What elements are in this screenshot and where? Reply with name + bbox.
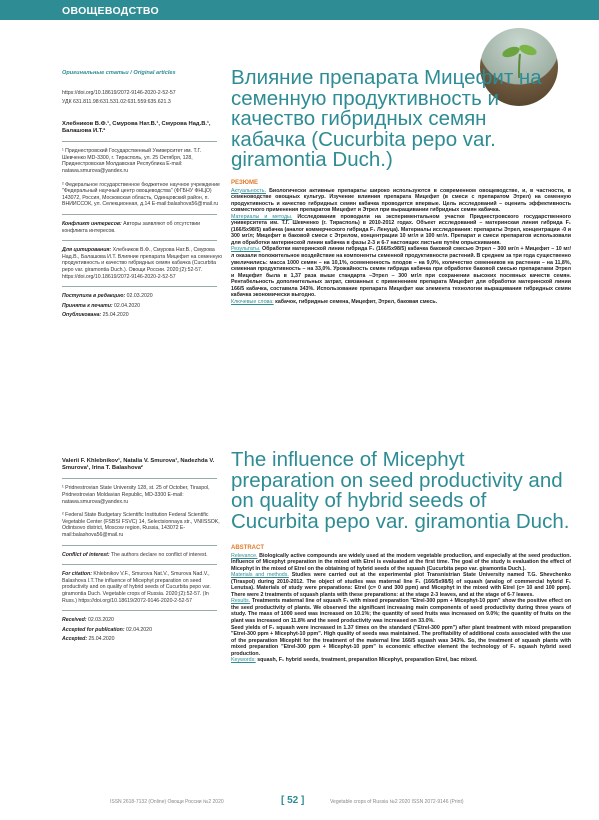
keywords-en: Keywords: squash, F₁ hybrid seeds, treatment, preparation Micephyt, preparation Etrel, bac mixed. — [231, 657, 478, 664]
divider — [62, 478, 217, 479]
title-en: The influence of Micephyt preparation on seed productivity and on quality of hybrid seeds of Cucurbita pepo var. giramontia Duch. — [231, 448, 570, 533]
title-ru: Влияние препарата Мицефит на семенную продуктивность и качество гибридных семян кабачка (Cucurbita pepo var. giramontia Duch.) — [231, 66, 542, 171]
received-ru: Поступила в редакцию: 02.03.2020 — [62, 293, 153, 300]
published-en: Accepted: 25.04.2020 — [62, 636, 115, 643]
page-number: [ 52 ] — [281, 795, 305, 806]
affiliation-2-ru: ² Федеральное государственное бюджетное научное учреждение "Федеральный научный центр овощеводства" (ФГБНУ ФНЦО) 143072, Россия, Московская область, Одинцовский район, п. ВНИИССОК, ул. Селекционная, д.14 E-mail:balashova56@mail.ru — [62, 181, 220, 208]
divider — [62, 141, 217, 142]
relevance-en: Relevance. Biologically active compounds are widely used at the modern vegetable production, and especially at the seed production. Influence of Micephyt preparation in the mixed with Etrel is evaluated at the first time. The goal of the study is evaluation the effect of Micephyt in the mixed of Etrel on the obtaining of hybrid seeds of the squash (Cucurbita pepo var. giramontia Duch.). — [231, 552, 571, 572]
abstract-heading-en: ABSTRACT — [231, 545, 264, 551]
received-en: Received: 02.03.2020 — [62, 617, 114, 624]
accepted-ru: Принята к печати: 02.04.2020 — [62, 302, 141, 309]
citation-ru: Для цитирования: Хлебников В.Ф., Смурова Нат.В., Смурова Над.В., Балашова И.Т. Влияние препарата Мицефит на семенную продуктивность и качество гибридных семян кабачка (Cucurbita pepo var. giramontia Duch.). Овощи России. 2020;(2):52-57. https://doi.org/10.18619/2072-9146-2020-2-52-57 — [62, 247, 222, 280]
citation-en: For citation: Khlebnikov V.F., Smurova Nat.V., Smurova Nad.V., Balashova I.T.The influence of Micephyt preparation on seed productivity and on quality of hybrid seeds of Cucurbita pepo var. giramontia Duch. Vegetable crops of Russia. 2020;(2):52-57. (In Russ.) https://doi.org/10.18619/2072-9146-2020-2-52-57 — [62, 571, 211, 604]
ru-meta-column — [62, 70, 224, 322]
conflict-en: Conflict of interest: The authors declare no conflict of interest. — [62, 551, 208, 558]
divider — [62, 240, 217, 241]
authors-en: Valerii F. Khlebnikov¹, Natalia V. Smurova¹, Nadezhda V. Smurova¹, Irina T. Balashova² — [62, 458, 215, 472]
results-en: Results. Treatments maternal line of squash F₁ with mixed preparation "Etrel-300 ppm + Micephyt-10 ppm" show the positive effect on the seed productivity of plants. We observed the significant increasing main components of seed productivity during three years of study. The mass of 1000 seed was increased on 10.1%; the quantity of seed fruits was increased on 9.0%; the quantity of fruits on the plant was increased on 11.8% and the seed productivity was increased on 33.0%. — [231, 598, 571, 625]
abstract-heading-ru: РЕЗЮМЕ — [231, 180, 258, 186]
keywords-ru: Ключевые слова: кабачок, гибридные семена, Мицефит, Этрел, баковая смесь. — [231, 298, 438, 305]
section-header-bar — [0, 0, 599, 20]
divider — [62, 545, 217, 546]
conflict-ru: Конфликт интересов: Авторы заявляют об отсутствии конфликта интересов. — [62, 220, 201, 234]
divider — [62, 610, 217, 611]
udc: УДК 631.811.98:631.531.02:631.559:635.621.3 — [62, 99, 171, 106]
page-footer — [0, 795, 599, 809]
affiliation-1-en: ¹ Pridnestrovian State University 128, st. 25 of October, Tiraspol, Pridnestrovian Moldavian Republic, MD-3300 E-mail: natawa.smurova@yandex.ru — [62, 485, 210, 505]
abstract-ru — [231, 180, 571, 305]
en-meta-column — [62, 458, 224, 646]
affiliation-1-ru: ¹ Приднестровский Государственный Университет им. Т.Г. Шевченко MD-3300, г. Тирасполь, ул. 25 Октября, 128, Приднестровская Молдавская Республика E-mail: natawa.smurova@yandex.ru — [62, 148, 202, 174]
affiliation-2-en: ² Federal State Budgetary Scientific Institution Federal Scientific Vegetable Center (FSBSI FSVC) 14, Selectsionnaya str., VNIISSOK, Odintsovo district, Moscow region, Russia, 143072 E-mail:balashova56@mail.ru — [62, 512, 220, 538]
relevance-ru: Актуальность. Биологически активные препараты широко используются в современном овощеводстве, и, в частности, в семеноводстве овощных культур. Изучение влияния препарата Мицефит (в смеси с препаратом Этрел) на семенную продуктивность и качество гибридных семян кабачка проводится впервые. Цель исследований – оценить эффективность совместного применения препаратов Мицефит и Этрел при выращивании гибридных семян кабачка. — [231, 187, 571, 214]
divider — [62, 286, 217, 287]
abstract-en — [231, 545, 571, 664]
accepted-en: Accepted for publication: 02.04.2020 — [62, 626, 152, 633]
footer-right: Vegetable crops of Russia №2 2020 ISSN 2072-9146 (Print) — [330, 799, 464, 805]
article-type: Оригинальные статьи / Original articles — [62, 70, 176, 76]
methods-en: Materials and methods. Studies were carried out at the experimental plot Transnistrian State University named T.G. Shevchenko (Tiraspol) during 2010-2012. The object of studies was maternal line F₁ (166/5х98/5) of squash (analog of commercial hybrid F₁ Lenutsa). Materials of study were preparations: Etrel (c= 0 and 300 ppm) and Micephyt in the mixed with Etrel (c= 10 and 100 ppm). There were 2 treatments of squash plants with these preparations: at the stage 2-3 leaves, and at the stage of 6-7 leaves. — [231, 572, 571, 598]
results-en-cont: Seed yields of F₁ squash were increased in 1.37 times on the standard ("Etrel-300 ppm") after plant treatment with mixed preparation "Etrel-300 ppm + Micephyt-10 ppm". High quality of seeds was maintained. The profitability of additional costs associated with the use of the preparation Micephit for the treatment of the maternal line 166/5 squash was 343%. So, the treatment of squash plants with mixed preparation "Etrel-300 ppm + Micephyt-10 ppm" is economic effective element the technology of F₁ squash hybrid seed production. — [231, 624, 571, 657]
methods-ru: Материалы и методы. Исследования проводили на экспериментальном участке Приднестровского государственного университета им. Т.Г. Шевченко (г. Тирасполь) в 2010-2012 годах. Объект исследований – материнская линия гибрида F₁ (166/5х98/5) кабачка (аналог коммерческого гибрида F₁ Ленуца). Материалы исследования: препараты Этрел, концентрации -0 и 300 мг/л; Мицефит в баковой смеси с Этрелом, концентрации 10 мг/л и 100 мг/л. Препарат и смеси препаратов использовали для обработки материнской линии кабачка в фазы 2-3 и 6-7 настоящих листьев путём опрыскивания. — [231, 213, 571, 246]
published-ru: Опубликована: 25.04.2020 — [62, 312, 129, 319]
authors-ru: Хлебников В.Ф.¹, Смурова Нат.В.¹, Смурова Над.В.¹, Балашова И.Т.² — [62, 120, 211, 134]
doi-ru[interactable]: https://doi.org/10.18619/2072-9146-2020-2-52-57 — [62, 89, 176, 96]
results-ru: Результаты. Обработки материнской линии гибрида F₁ (166/5х98/5) кабачка баковой смесью Этрел – 300 мг/л + Мицефит – 10 мг/л оказали положительное воздействие на компоненты семенной продуктивности растений. В среднем за три года существенно увеличились: масса 1000 семян – на 10,1%, осемененность плодов – на 9,0%, количество семенников на растении – на 11,8%, семенная продуктивность – на 33,0%. Урожайность семян гибрида кабачка при обработке баковой смесью препаратами Этрел и Мицефит была в 1,37 раза выше стандарта –Этрел – 300 мг/л при сохранении высоких посевных качеств семян. Рентабельность дополнительных затрат, связанных с применением препарата Мицефит для обработки материнской линии 166/5 кабачка, составила 343%. Использование препарата Мицефит как элемента технологии выращивания гибридных семян кабачка экономически выгодно. — [231, 246, 571, 299]
footer-left: ISSN 2618-7132 (Online) Овощи России №2 2020 — [110, 799, 224, 805]
divider — [62, 214, 217, 215]
section-title: ОВОЩЕВОДСТВО — [62, 5, 160, 17]
divider — [62, 564, 217, 565]
